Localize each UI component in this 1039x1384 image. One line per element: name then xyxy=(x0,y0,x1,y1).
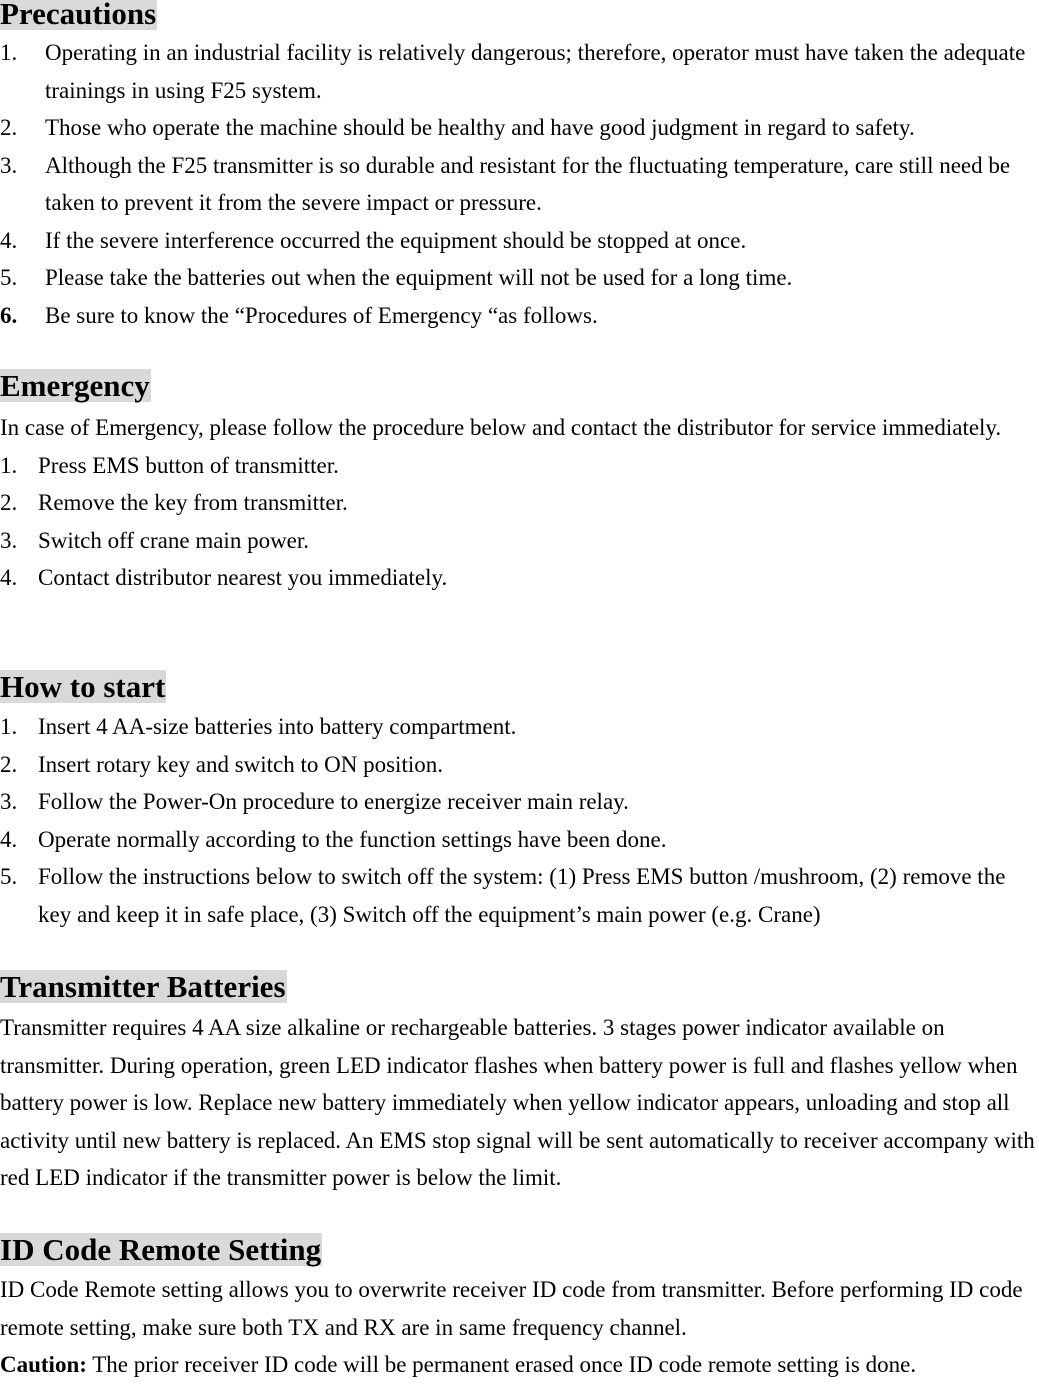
how-to-start-list xyxy=(0,708,1033,933)
list-number: 4. xyxy=(0,565,18,590)
list-item xyxy=(0,858,1033,933)
list-item xyxy=(0,297,1030,335)
transmitter-batteries-heading: Transmitter Batteries xyxy=(0,969,286,1004)
list-text: Operating in an industrial facility is relatively dangerous; therefore, operator must have taken the adequate trainings in using F25 system. xyxy=(45,40,1026,103)
list-number: 1. xyxy=(0,452,18,478)
list-item xyxy=(0,447,1039,485)
list-number: 5. xyxy=(0,265,18,290)
section-transmitter-batteries xyxy=(0,970,287,1003)
list-number: 5. xyxy=(0,864,18,889)
list-number: 2. xyxy=(0,490,18,515)
section-how-to-start xyxy=(0,670,166,703)
list-item xyxy=(0,746,1033,784)
list-item xyxy=(0,34,1030,109)
emergency-list xyxy=(0,447,1039,597)
list-text: Switch off crane main power. xyxy=(38,527,310,553)
section-precautions xyxy=(0,0,157,30)
precautions-heading: Precautions xyxy=(0,0,157,30)
list-item xyxy=(0,484,1039,522)
list-text: Those who operate the machine should be healthy and have good judgment in regard to safety. xyxy=(45,115,915,140)
emergency-heading: Emergency xyxy=(0,368,150,403)
section-emergency xyxy=(0,369,151,402)
list-item xyxy=(0,222,1030,260)
list-number: 2. xyxy=(0,115,18,140)
transmitter-batteries-body xyxy=(0,1009,1039,1197)
caution-text: The prior receiver ID code will be permanent erased once ID code remote setting is done. xyxy=(86,1352,917,1377)
how-to-start-heading: How to start xyxy=(0,669,166,704)
list-number: 4. xyxy=(0,826,18,852)
list-text: Follow the Power-On procedure to energize receiver main relay. xyxy=(38,789,629,814)
list-item xyxy=(0,559,1039,597)
list-text: Remove the key from transmitter. xyxy=(38,490,348,515)
list-number: 4. xyxy=(0,227,18,253)
list-item xyxy=(0,109,1030,147)
list-number: 6. xyxy=(0,302,18,328)
list-item xyxy=(0,783,1033,821)
list-item xyxy=(0,147,1030,222)
list-text: Insert 4 AA-size batteries into battery compartment. xyxy=(38,714,517,739)
caution-label: Caution: xyxy=(0,1352,87,1377)
precautions-list xyxy=(0,34,1030,334)
list-item xyxy=(0,708,1033,746)
list-number: 1. xyxy=(0,40,18,65)
list-number: 3. xyxy=(0,152,18,178)
list-text: Follow the instructions below to switch off the system: (1) Press EMS button /mushroom, (2) remove the key and keep it in safe place, (3) Switch off the equipment’s main power (e.g. Crane) xyxy=(38,864,1006,927)
emergency-body xyxy=(0,409,1039,597)
list-item xyxy=(0,522,1039,560)
id-code-heading: ID Code Remote Setting xyxy=(0,1232,322,1267)
list-text: If the severe interference occurred the equipment should be stopped at once. xyxy=(45,227,747,253)
list-text: Press EMS button of transmitter. xyxy=(38,452,339,478)
list-number: 3. xyxy=(0,527,18,553)
section-id-code xyxy=(0,1233,322,1266)
transmitter-batteries-text: Transmitter requires 4 AA size alkaline or rechargeable batteries. 3 stages power indicator available on transmitter. During operation, green LED indicator flashes when battery power is full and flashes yellow when battery power is low. Replace new battery immediately when yellow indicator appears, unloading and stop all activity until new battery is replaced. An EMS stop signal will be sent automatically to receiver accompany with red LED indicator if the transmitter power is below the limit. xyxy=(0,1015,1035,1190)
id-code-text: ID Code Remote setting allows you to overwrite receiver ID code from transmitter. Before performing ID code remote setting, make sure both TX and RX are in same frequency channel. xyxy=(0,1277,1023,1340)
list-text: Although the F25 transmitter is so durable and resistant for the fluctuating temperature, care still need be taken to prevent it from the severe impact or pressure. xyxy=(45,152,1011,215)
list-text: Be sure to know the “Procedures of Emergency “as follows. xyxy=(45,302,598,328)
list-number: 1. xyxy=(0,714,18,739)
list-text: Operate normally according to the function settings have been done. xyxy=(38,826,667,852)
list-text: Please take the batteries out when the equipment will not be used for a long time. xyxy=(45,265,793,290)
list-item xyxy=(0,821,1033,859)
emergency-intro: In case of Emergency, please follow the procedure below and contact the distributor for service immediately. xyxy=(0,415,1002,440)
list-number: 2. xyxy=(0,751,18,777)
list-number: 3. xyxy=(0,789,18,814)
list-text: Insert rotary key and switch to ON position. xyxy=(38,751,443,777)
list-text: Contact distributor nearest you immediately. xyxy=(38,565,448,590)
list-item xyxy=(0,259,1030,297)
id-code-body xyxy=(0,1271,1039,1384)
